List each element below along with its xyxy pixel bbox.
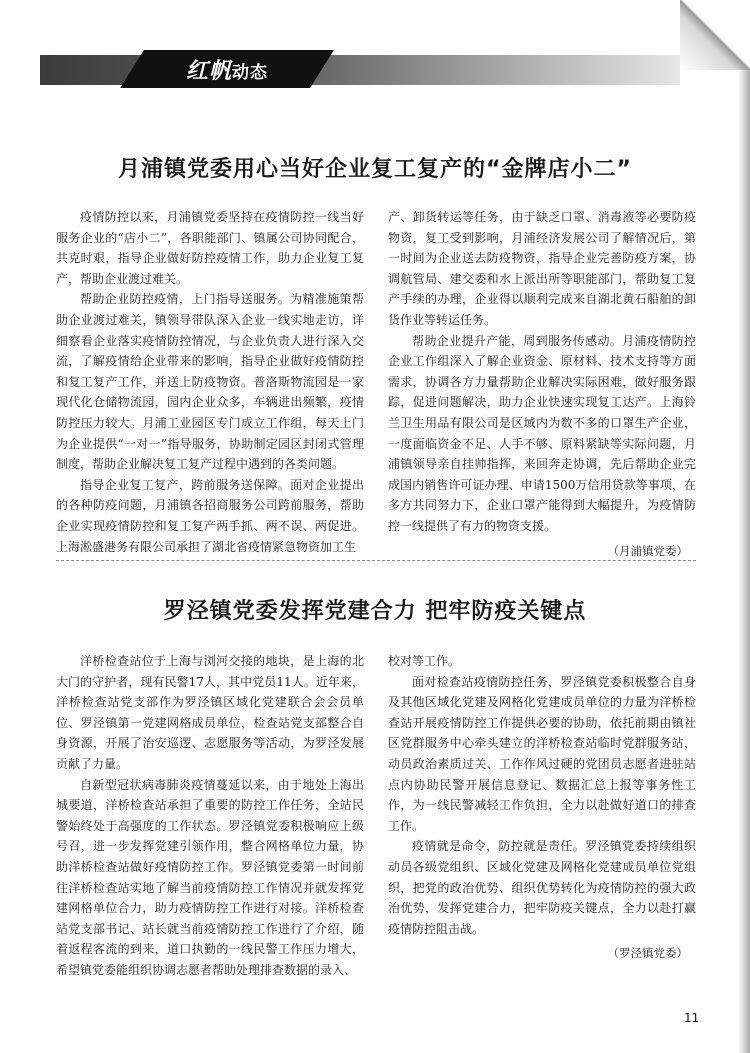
article-1-paragraph: 产、卸货转运等任务，由于缺乏口罩、消毒液等必要防疫物资，复工受到影响，月浦经济发展公司了解情况后，第一时间为企业送去防疫物资，指导企业完善防疫方案，协调航管局、建交委和水上派出所等职能部门，帮助复工复产手续的办理，企业得以顺利完成来自湖北黄石船舶的卸货作业等转运任务。 bbox=[388, 210, 696, 327]
page-number: 11 bbox=[684, 1011, 700, 1025]
article-1-signature: （月浦镇党委） bbox=[607, 543, 688, 558]
article-1-title: 月浦镇党委用心当好企业复工复产的“金牌店小二” bbox=[118, 157, 632, 182]
article-2-signature: （罗泾镇党委） bbox=[607, 946, 688, 961]
article-1-right-column bbox=[388, 207, 696, 561]
article-1-left-column bbox=[56, 207, 364, 557]
section-header-label bbox=[186, 54, 268, 85]
article-2-title: 罗泾镇党委发挥党建合力 把牢防疫关键点 bbox=[163, 599, 587, 624]
page-corner-fold bbox=[680, 0, 750, 70]
article-1-paragraph: 帮助企业防控疫情，上门指导送服务。为精准施策帮助企业渡过难关，镇领导带队深入企业一线实地走访，详细察看企业落实疫情防控情况，与企业负责人进行深入交流，了解疫情给企业带来的影响，指导企业做好疫情防控和复工复产工作，并送上防疫物资。普洛斯物流园是一家现代化仓储物流园，园内企业众多，车辆进出频繁，疫情防控压力较大。月浦工业园区专门成立工作组，每天上门为企业提供“一对一”指导服务，协助制定园区封闭式管理制度，帮助企业解决复工复产过程中遇到的各类问题。 bbox=[56, 292, 364, 472]
section-header-sub: 动态 bbox=[232, 63, 269, 83]
article-2-right-column bbox=[388, 651, 696, 964]
article-2-left-column bbox=[56, 651, 364, 981]
article-2-paragraph: 校对等工作。 bbox=[388, 654, 461, 668]
article-2-paragraph: 洋桥检查站位于上海与浏河交接的地块，是上海的北大门的守护者，现有民警17人，其中党员11人。近年来，洋桥检查站党支部作为罗泾镇区域化党建联合会会员单位、罗泾镇第一党建网格成员单位，检查站党支部整合自身资源，开展了治安巡逻、志愿服务等活动，为罗泾发展贡献了力量。 bbox=[56, 654, 364, 771]
article-1-paragraph: 帮助企业提升产能，周到服务传感动。月浦疫情防控企业工作组深入了解企业资金、原材料、技术支持等方面需求，协调各方力量帮助企业解决实际困难，做好服务跟踪，促进问题解决，助力企业快速实现复工达产。上海铃兰卫生用品有限公司是区域内为数不多的口罩生产企业，一度面临资金不足、人手不够、原料紧缺等实际问题，月浦镇领导亲自挂帅指挥，来回奔走协调，先后帮助企业完成国内销售许可证办理、申请1500万信用贷款等事项，在多方共同努力下，企业口罩产能得到大幅提升，为疫情防控一线提供了有力的物资支援。 bbox=[388, 333, 696, 533]
article-2-paragraph: 自新型冠状病毒肺炎疫情蔓延以来，由于地处上海出城要道，洋桥检查站承担了重要的防控工作任务，全站民警始终处于高强度的工作状态。罗泾镇党委积极响应上级号召，进一步发挥党建引领作用，整合网格单位力量，协助洋桥检查站做好疫情防控工作。罗泾镇党委第一时间前往洋桥检查站实地了解当前疫情防控工作情况并就发挥党建网格单位合力，助力疫情防控工作进行对接。洋桥检查站党支部书记、站长就当前疫情防控工作进行了介绍，随着返程客流的到来，道口执勤的一线民警工作压力增大，希望镇党委能组织协调志愿者帮助处理排查数据的录入、 bbox=[56, 777, 364, 977]
article-1-paragraph: 疫情防控以来，月浦镇党委坚持在疫情防控一线当好服务企业的“店小二”，各职能部门、镇属公司协同配合，共克时艰，指导企业做好防控疫情工作，助力企业复工复产，帮助企业渡过难关。 bbox=[56, 210, 364, 286]
article-2-paragraph: 疫情就是命令，防控就是责任。罗泾镇党委持续组织动员各级党组织、区域化党建及网格化党建成员单位党组织，把党的政治优势、组织优势转化为疫情防控的强大政治优势，发挥党建合力，把牢防疫关键点，全力以赴打赢疫情防控阻击战。 bbox=[388, 839, 696, 936]
article-divider bbox=[56, 560, 696, 561]
page-edge-shadow bbox=[738, 70, 750, 1053]
article-2-paragraph: 面对检查站疫情防控任务，罗泾镇党委积极整合自身及其他区域化党建及网格化党建成员单位的力量为洋桥检查站开展疫情防控工作提供必要的协助，依托前期由镇社区党群服务中心牵头建立的洋桥检查站临时党群服务站，动员政治素质过关、工作作风过硬的党团员志愿者进驻站点内协助民警开展信息登记、数据汇总上报等事务性工作，为一线民警减轻工作负担，全力以赴做好道口的排查工作。 bbox=[388, 674, 696, 833]
article-1-paragraph: 指导企业复工复产，跨前服务送保障。面对企业提出的各种防疫问题，月浦镇各招商服务公司跨前服务，帮助企业实现疫情防控和复工复产两手抓、两不误、两促进。上海淞盛港务有限公司承担了湖北省疫情紧急物资加工生 bbox=[56, 477, 364, 554]
section-header-main: 红帆 bbox=[186, 59, 233, 84]
